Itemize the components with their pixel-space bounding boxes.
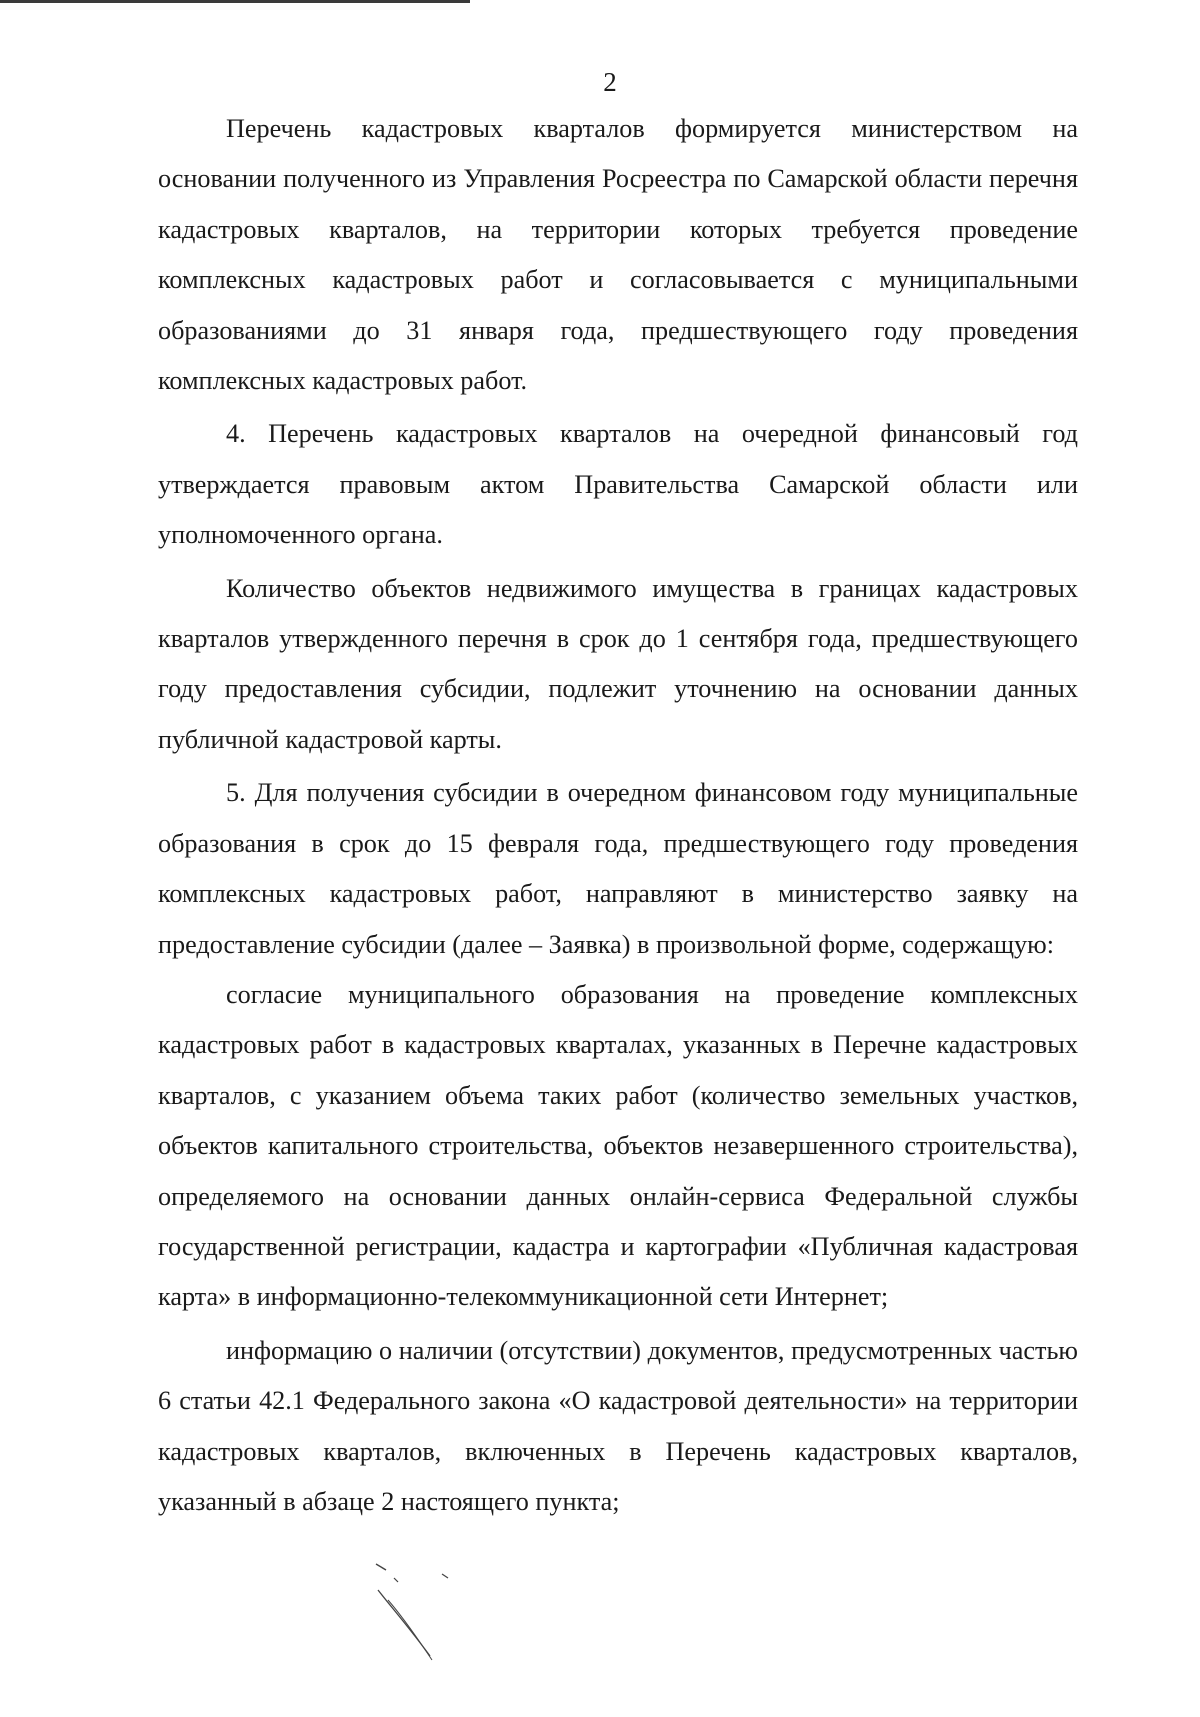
paragraph-consent: согласие муниципального образования на проведение комплексных кадастровых работ в кадастровых кварталах, указанных в Перечне кадастровых кварталов, с указанием объема таких работ (количество земельных участков, объектов капитального строительства, объектов незавершенного строительства), определяемого на основании данных онлайн-сервиса Федеральной службы государственной регистрации, кадастра и картографии «Публичная кадастровая карта» в информационно-телекоммуникационной сети Интернет;: [158, 979, 1078, 1312]
paragraph-item-5: 5. Для получения субсидии в очередном финансовом году муниципальные образования в срок до 15 февраля года, предшествующего году проведения комплексных кадастровых работ, направляют в министерство заявку на предоставление субсидии (далее – Заявка) в произвольной форме, содержащую:: [158, 778, 1078, 959]
paragraph-property-count: Количество объектов недвижимого имущества в границах кадастровых кварталов утвержденного перечня в срок до 1 сентября года, предшествующего году предоставления субсидии, подлежит уточнению на основании данных публичной кадастровой карты.: [158, 573, 1078, 754]
paragraph-documents-info: информацию о наличии (отсутствии) документов, предусмотренных частью 6 статьи 42.1 Федерального закона «О кадастровой деятельности» на территории кадастровых кварталов, включенных в Перечень кадастровых кварталов, указанный в абзаце 2 настоящего пункта;: [158, 1335, 1078, 1516]
scan-edge-line: [0, 0, 470, 3]
paragraph-cadastral-list-formation: Перечень кадастровых кварталов формируется министерством на основании полученного из Управления Росреестра по Самарской области перечня кадастровых кварталов, на территории которых требуется проведение комплексных кадастровых работ и согласовывается с муниципальными образованиями до 31 января года, предшествующего году проведения комплексных кадастровых работ.: [158, 114, 1078, 396]
page-number: 2: [603, 67, 617, 97]
paragraph-item-4: 4. Перечень кадастровых кварталов на очередной финансовый год утверждается правовым актом Правительства Самарской области или уполномоченного органа.: [158, 419, 1078, 550]
document-body: [158, 104, 1078, 1527]
handwritten-mark: [372, 1560, 462, 1680]
